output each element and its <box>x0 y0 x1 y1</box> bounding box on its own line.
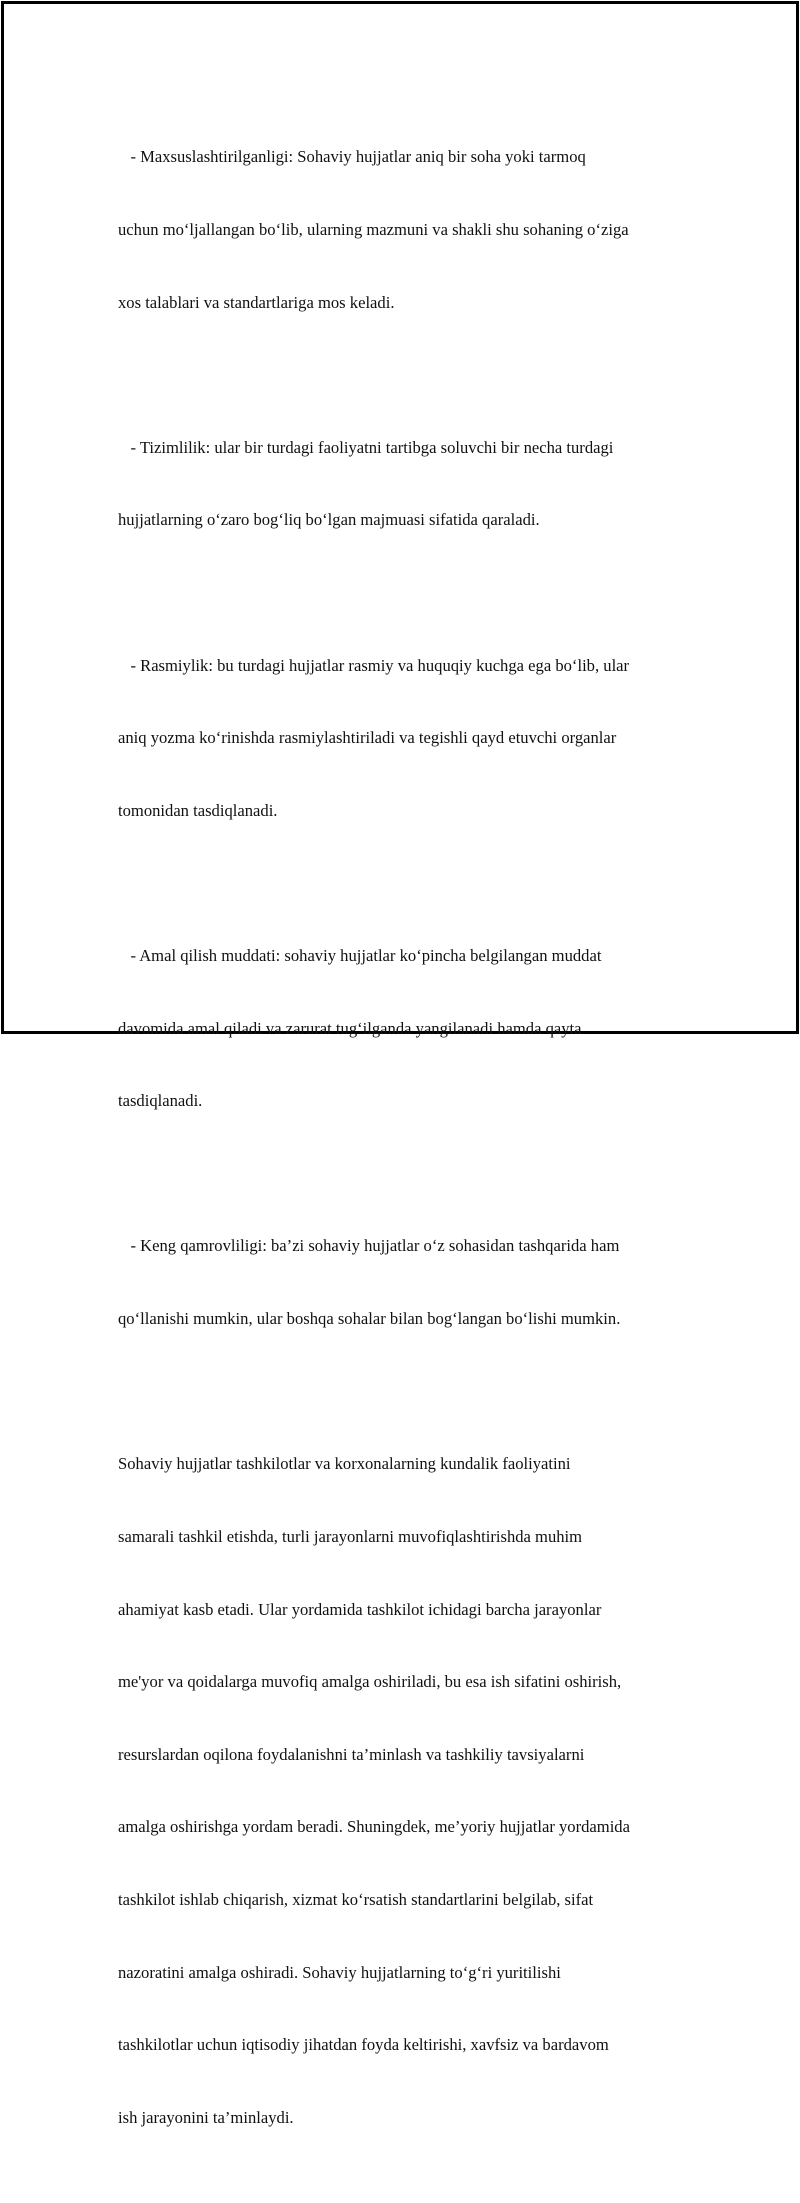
text-line: samarali tashkil etishda, turli jarayonlarni muvofiqlashtirishda muhim <box>118 1526 583 1546</box>
body-paragraph-summary <box>118 1404 708 2179</box>
document-page <box>1 1 799 2127</box>
text-line: ahamiyat kasb etadi. Ular yordamida tashkilot ichidagi barcha jarayonlar <box>118 1599 602 1619</box>
bullet-paragraph-broad-scope <box>118 1186 708 1380</box>
text-line: nazoratini amalga oshiradi. Sohaviy hujjatlarning to‘g‘ri yuritilishi <box>118 1962 561 1982</box>
bullet-paragraph-formality <box>118 605 708 871</box>
text-line: davomida amal qiladi va zarurat tug‘ilganda yangilanadi hamda qayta <box>118 1018 582 1038</box>
bullet-paragraph-validity-period <box>118 896 708 1162</box>
text-line: ish jarayonini ta’minlaydi. <box>118 2107 294 2127</box>
text-line: - Tizimlilik: ular bir turdagi faoliyatni tartibga soluvchi bir necha turdagi <box>118 437 614 457</box>
text-line: - Amal qilish muddati: sohaviy hujjatlar ko‘pincha belgilangan muddat <box>118 946 602 966</box>
text-line: xos talablari va standartlariga mos keladi. <box>118 292 395 312</box>
text-line: aniq yozma ko‘rinishda rasmiylashtiriladi va tegishli qayd etuvchi organlar <box>118 728 617 748</box>
text-line: amalga oshirishga yordam beradi. Shuningdek, me’yoriy hujjatlar yordamida <box>118 1817 630 1837</box>
text-line: tashkilotlar uchun iqtisodiy jihatdan foyda keltirishi, xavfsiz va bardavom <box>118 2035 609 2055</box>
document-body <box>118 97 708 2203</box>
bullet-paragraph-systematicity <box>118 387 708 581</box>
text-line: - Rasmiylik: bu turdagi hujjatlar rasmiy va huquqiy kuchga ega bo‘lib, ular <box>118 655 630 675</box>
bullet-paragraph-specialization <box>118 97 708 363</box>
text-line: resurslardan oqilona foydalanishni ta’minlash va tashkiliy tavsiyalarni <box>118 1744 585 1764</box>
text-line: tashkilot ishlab chiqarish, xizmat ko‘rsatish standartlarini belgilab, sifat <box>118 1889 594 1909</box>
text-line: Sohaviy hujjatlar tashkilotlar va korxonalarning kundalik faoliyatini <box>118 1454 571 1474</box>
text-line: tomonidan tasdiqlanadi. <box>118 800 278 820</box>
text-line: hujjatlarning o‘zaro bog‘liq bo‘lgan majmuasi sifatida qaraladi. <box>118 510 540 530</box>
text-line: me'yor va qoidalarga muvofiq amalga oshiriladi, bu esa ish sifatini oshirish, <box>118 1672 622 1692</box>
text-line: qo‘llanishi mumkin, ular boshqa sohalar bilan bog‘langan bo‘lishi mumkin. <box>118 1309 621 1329</box>
text-line: tasdiqlanadi. <box>118 1091 203 1111</box>
text-line: - Keng qamrovliligi: ba’zi sohaviy hujjatlar o‘z sohasidan tashqarida ham <box>118 1236 620 1256</box>
text-line: uchun mo‘ljallangan bo‘lib, ularning mazmuni va shakli shu sohaning o‘ziga <box>118 220 629 240</box>
text-line: - Maxsuslashtirilganligi: Sohaviy hujjatlar aniq bir soha yoki tarmoq <box>118 147 586 167</box>
